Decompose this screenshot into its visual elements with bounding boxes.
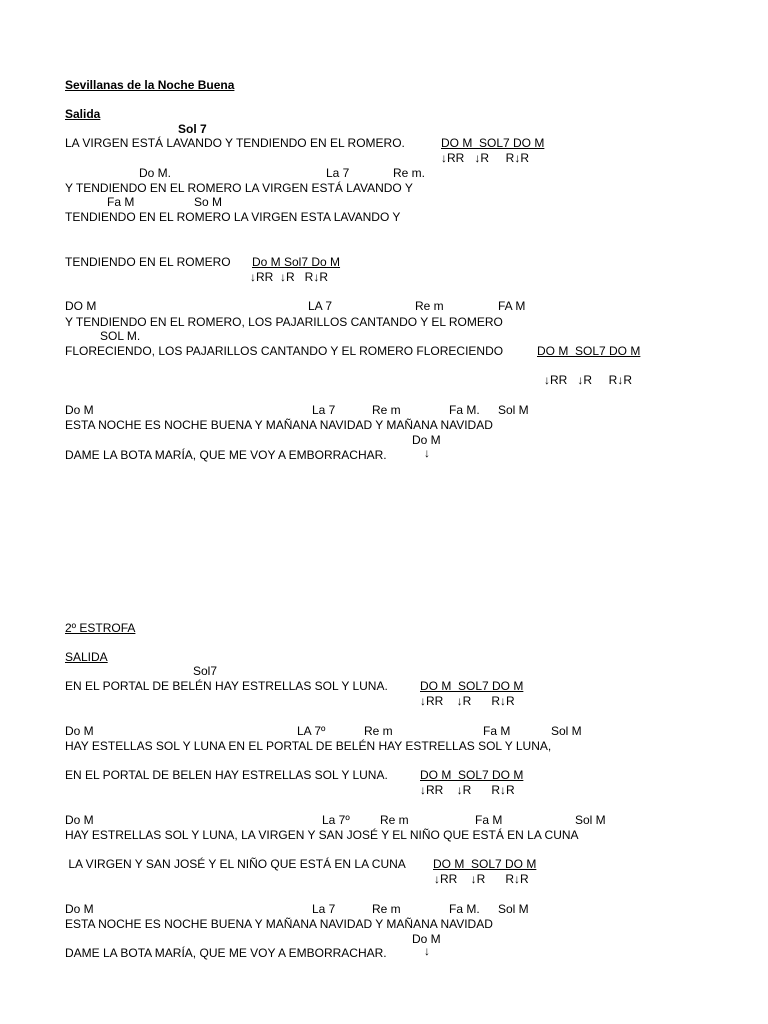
strum-pattern: ↓RR ↓R R↓R xyxy=(420,783,515,797)
strum-pattern: ↓RR ↓R R↓R xyxy=(420,694,515,708)
lyric-line: DAME LA BOTA MARÍA, QUE ME VOY A EMBORRACHAR. xyxy=(65,448,387,462)
chord-label: Re m xyxy=(372,902,401,916)
chord-label: FA M xyxy=(498,299,526,313)
lyric-line: ESTA NOCHE ES NOCHE BUENA Y MAÑANA NAVIDAD Y MAÑANA NAVIDAD xyxy=(65,917,493,931)
lyric-line: FLORECIENDO, LOS PAJARILLOS CANTANDO Y EL ROMERO FLORECIENDO xyxy=(65,344,504,358)
chord-label: Fa M xyxy=(107,195,135,209)
chord-label: Fa M xyxy=(483,724,511,738)
chord-label: Sol 7 xyxy=(178,122,207,136)
strum-pattern: ↓RR ↓R R↓R xyxy=(544,373,633,387)
chord-label: DO M xyxy=(65,299,97,313)
chord-progression: DO M SOL7 DO M xyxy=(420,679,524,693)
chord-label: LA 7º xyxy=(297,724,326,738)
chord-label: La 7 xyxy=(312,902,336,916)
chord-label: Sol M xyxy=(498,902,529,916)
chord-label: So M xyxy=(194,195,223,209)
strum-pattern: ↓RR ↓R R↓R xyxy=(441,151,530,165)
chord-label: Do M. xyxy=(139,166,172,180)
chord-label: Fa M xyxy=(475,813,503,827)
chord-label: LA 7 xyxy=(308,299,333,313)
lyric-line: Y TENDIENDO EN EL ROMERO LA VIRGEN ESTÁ LAVANDO Y xyxy=(65,181,413,195)
chord-progression: DO M SOL7 DO M xyxy=(537,344,641,358)
down-arrow-icon: ↓ xyxy=(424,446,430,460)
chord-label: Fa M. xyxy=(449,403,480,417)
lyric-line: LA VIRGEN Y SAN JOSÉ Y EL NIÑO QUE ESTÁ EN LA CUNA xyxy=(65,857,406,871)
chord-label: Re m xyxy=(380,813,409,827)
chord-label: Do M xyxy=(65,403,94,417)
chord-label: Do M xyxy=(65,902,94,916)
lyric-line: ESTA NOCHE ES NOCHE BUENA Y MAÑANA NAVIDAD Y MAÑANA NAVIDAD xyxy=(65,418,493,432)
chord-label: Re m xyxy=(364,724,393,738)
section-heading-salida: Salida xyxy=(65,107,101,121)
chord-progression: DO M SOL7 DO M xyxy=(433,857,537,871)
chord-label: Sol M xyxy=(498,403,529,417)
chord-label: Do M xyxy=(412,433,441,447)
chord-label: Sol M xyxy=(551,724,582,738)
chord-label: Re m xyxy=(415,299,444,313)
lyric-line: TENDIENDO EN EL ROMERO xyxy=(65,255,231,269)
chord-label: SOL M. xyxy=(100,329,141,343)
chord-progression: Do M Sol7 Do M xyxy=(252,255,341,269)
lyric-line: Y TENDIENDO EN EL ROMERO, LOS PAJARILLOS CANTANDO Y EL ROMERO xyxy=(65,315,503,329)
chord-label: La 7º xyxy=(322,813,350,827)
chord-progression: DO M SOL7 DO M xyxy=(420,768,524,782)
lyric-line: LA VIRGEN ESTÁ LAVANDO Y TENDIENDO EN EL ROMERO. xyxy=(65,136,405,150)
chord-label: La 7 xyxy=(312,403,336,417)
lyric-line: HAY ESTRELLAS SOL Y LUNA, LA VIRGEN Y SAN JOSÉ Y EL NIÑO QUE ESTÁ EN LA CUNA xyxy=(65,828,579,842)
song-title: Sevillanas de la Noche Buena xyxy=(65,78,235,92)
strum-pattern: ↓RR ↓R R↓R xyxy=(434,872,529,886)
chord-label: La 7 xyxy=(326,166,350,180)
lyric-line: DAME LA BOTA MARÍA, QUE ME VOY A EMBORRACHAR. xyxy=(65,946,387,960)
down-arrow-icon: ↓ xyxy=(424,944,430,958)
strum-pattern: ↓RR ↓R R↓R xyxy=(250,270,328,284)
chord-label: Fa M. xyxy=(449,902,480,916)
chord-label: Sol7 xyxy=(193,664,218,678)
chord-label: Sol M xyxy=(575,813,606,827)
section-subheading-salida: SALIDA xyxy=(65,650,108,664)
chord-label: Do M xyxy=(65,813,94,827)
chord-label: Re m xyxy=(372,403,401,417)
chord-progression: DO M SOL7 DO M xyxy=(441,136,545,150)
lyric-line: EN EL PORTAL DE BELEN HAY ESTRELLAS SOL Y LUNA. xyxy=(65,768,388,782)
chord-label: Re m. xyxy=(393,166,426,180)
section-heading-estrofa: 2º ESTROFA xyxy=(65,621,136,635)
lyric-line: TENDIENDO EN EL ROMERO LA VIRGEN ESTA LAVANDO Y xyxy=(65,210,401,224)
lyric-line: EN EL PORTAL DE BELÉN HAY ESTRELLAS SOL Y LUNA. xyxy=(65,679,388,693)
chord-label: Do M xyxy=(412,932,441,946)
lyric-line: HAY ESTELLAS SOL Y LUNA EN EL PORTAL DE BELÉN HAY ESTRELLAS SOL Y LUNA, xyxy=(65,739,552,753)
chord-label: Do M xyxy=(65,724,94,738)
